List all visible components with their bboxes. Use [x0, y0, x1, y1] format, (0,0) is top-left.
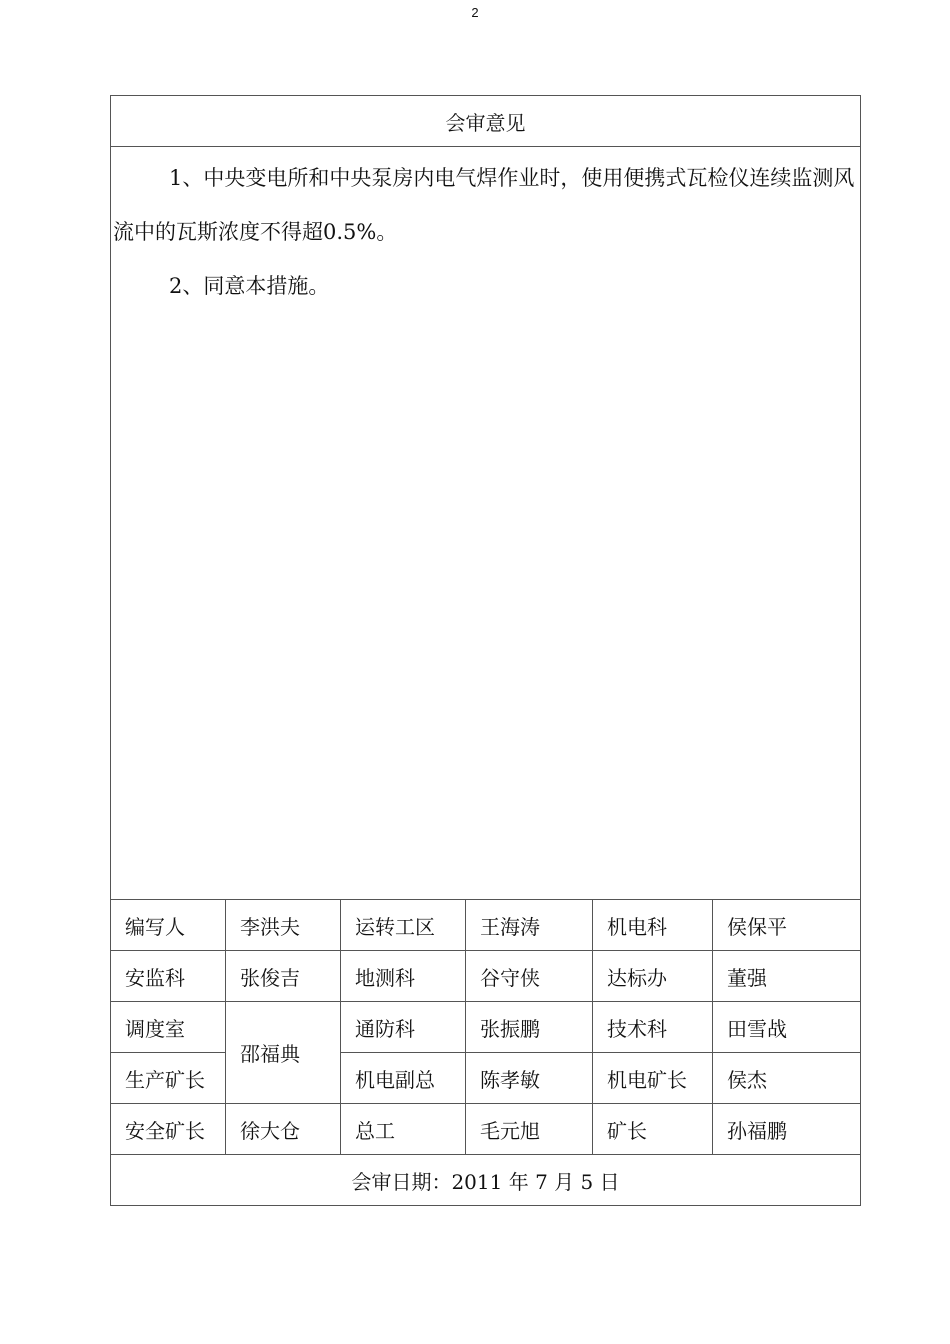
signer-name: 李洪夫 — [226, 900, 341, 951]
signature-row — [111, 900, 861, 951]
signature-row — [111, 1002, 861, 1053]
signer-name: 侯保平 — [713, 900, 861, 951]
signature-row — [111, 951, 861, 1002]
department-label: 通防科 — [341, 1002, 466, 1053]
signer-name: 邵福典 — [226, 1002, 341, 1104]
review-table — [110, 95, 861, 1206]
department-label: 机电矿长 — [593, 1053, 713, 1104]
signer-name: 陈孝敏 — [466, 1053, 593, 1104]
signer-name: 田雪战 — [713, 1002, 861, 1053]
signer-name: 毛元旭 — [466, 1104, 593, 1155]
review-opinion-heading: 会审意见 — [111, 96, 861, 147]
department-label: 安监科 — [111, 951, 226, 1002]
opinion-item: 2、同意本措施。 — [169, 274, 330, 298]
signature-row — [111, 1053, 861, 1104]
signer-name: 董强 — [713, 951, 861, 1002]
signature-row — [111, 1104, 861, 1155]
signer-name: 孙福鹏 — [713, 1104, 861, 1155]
review-date: 会审日期：2011 年 7 月 5 日 — [111, 1155, 861, 1206]
department-label: 技术科 — [593, 1002, 713, 1053]
opinion-item: 1、中央变电所和中央泵房内电气焊作业时，使用便携式瓦检仪连续监测风流中的瓦斯浓度不得超0.5%。 — [113, 166, 855, 244]
department-label: 运转工区 — [341, 900, 466, 951]
department-label: 调度室 — [111, 1002, 226, 1053]
signer-name: 张振鹏 — [466, 1002, 593, 1053]
department-label: 安全矿长 — [111, 1104, 226, 1155]
department-label: 总工 — [341, 1104, 466, 1155]
review-opinion-body — [111, 147, 861, 900]
department-label: 矿长 — [593, 1104, 713, 1155]
department-label: 机电副总 — [341, 1053, 466, 1104]
department-label: 地测科 — [341, 951, 466, 1002]
signer-name: 侯杰 — [713, 1053, 861, 1104]
signer-name: 谷守侠 — [466, 951, 593, 1002]
signer-name: 张俊吉 — [226, 951, 341, 1002]
department-label: 达标办 — [593, 951, 713, 1002]
signer-name: 王海涛 — [466, 900, 593, 951]
page-number: 2 — [471, 5, 479, 20]
department-label: 生产矿长 — [111, 1053, 226, 1104]
department-label: 编写人 — [111, 900, 226, 951]
signer-name: 徐大仓 — [226, 1104, 341, 1155]
department-label: 机电科 — [593, 900, 713, 951]
